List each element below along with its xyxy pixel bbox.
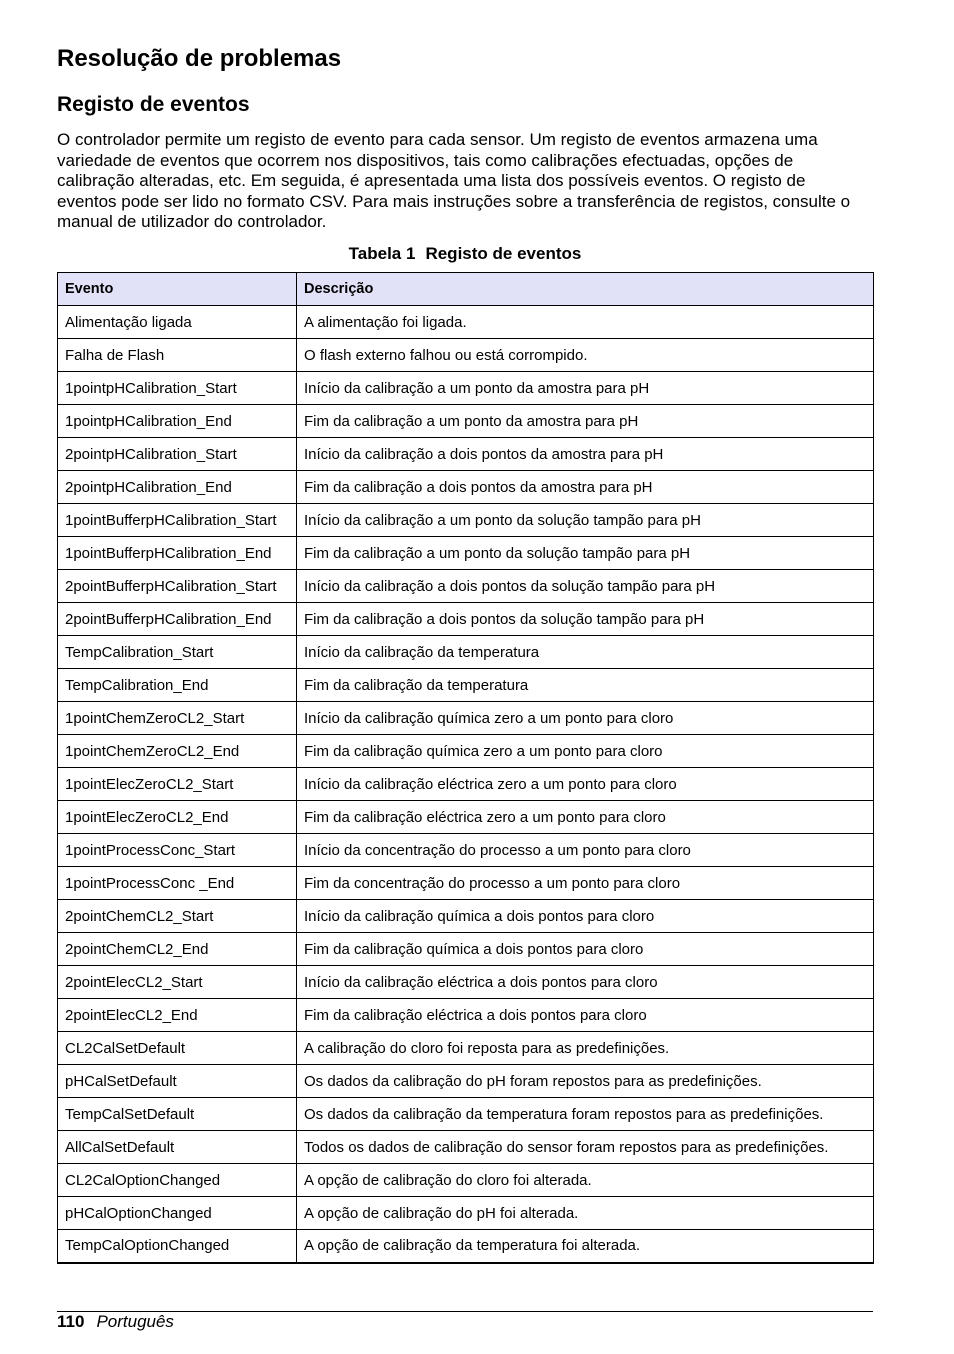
event-cell: 1pointChemZeroCL2_Start [58, 702, 297, 735]
event-cell: CL2CalSetDefault [58, 1032, 297, 1065]
table-row [58, 603, 874, 636]
intro-paragraph: O controlador permite um registo de evento para cada sensor. Um registo de eventos armazena uma variedade de eventos que ocorrem nos dispositivos, tais como calibrações efectuadas, opções de calibração alteradas, etc. Em seguida, é apresentada uma lista dos possíveis eventos. O registo de eventos pode ser lido no formato CSV. Para mais instruções sobre a transferência de registos, consulte o manual de utilizador do controlador. [57, 130, 851, 231]
description-cell: Fim da calibração a dois pontos da solução tampão para pH [297, 603, 874, 636]
event-cell: 1pointBufferpHCalibration_Start [58, 504, 297, 537]
event-cell: 1pointpHCalibration_Start [58, 372, 297, 405]
table-row [58, 966, 874, 999]
event-cell: 2pointChemCL2_End [58, 933, 297, 966]
table-row [58, 570, 874, 603]
event-cell: 1pointpHCalibration_End [58, 405, 297, 438]
description-cell: Início da calibração a um ponto da amostra para pH [297, 372, 874, 405]
table-row [58, 471, 874, 504]
events-table [57, 272, 874, 1264]
page-number: 110 [57, 1312, 85, 1331]
event-cell: TempCalibration_End [58, 669, 297, 702]
description-cell: Fim da calibração a um ponto da amostra para pH [297, 405, 874, 438]
table-row [58, 1164, 874, 1197]
description-cell: Início da calibração eléctrica a dois pontos para cloro [297, 966, 874, 999]
description-cell: A alimentação foi ligada. [297, 306, 874, 339]
table-row [58, 1197, 874, 1230]
table-row [58, 801, 874, 834]
description-cell: Fim da calibração a dois pontos da amostra para pH [297, 471, 874, 504]
event-cell: 2pointpHCalibration_Start [58, 438, 297, 471]
table-row [58, 669, 874, 702]
section-title: Registo de eventos [57, 93, 250, 116]
description-cell: Início da calibração química a dois pontos para cloro [297, 900, 874, 933]
description-cell: Os dados da calibração da temperatura foram repostos para as predefinições. [297, 1098, 874, 1131]
table-row [58, 702, 874, 735]
event-cell: 2pointElecCL2_End [58, 999, 297, 1032]
event-cell: TempCalSetDefault [58, 1098, 297, 1131]
description-cell: Início da calibração a dois pontos da solução tampão para pH [297, 570, 874, 603]
description-cell: Fim da calibração química a dois pontos para cloro [297, 933, 874, 966]
description-cell: Fim da calibração eléctrica zero a um ponto para cloro [297, 801, 874, 834]
event-cell: 1pointElecZeroCL2_Start [58, 768, 297, 801]
description-cell: Fim da calibração da temperatura [297, 669, 874, 702]
column-header-description: Descrição [297, 273, 874, 306]
description-cell: A calibração do cloro foi reposta para as predefinições. [297, 1032, 874, 1065]
event-cell: Falha de Flash [58, 339, 297, 372]
footer-divider [57, 1311, 873, 1312]
description-cell: Início da calibração eléctrica zero a um ponto para cloro [297, 768, 874, 801]
table-caption-label: Tabela 1 [348, 244, 416, 263]
table-caption-title: Registo de eventos [425, 244, 582, 263]
event-cell: 2pointChemCL2_Start [58, 900, 297, 933]
description-cell: Início da calibração da temperatura [297, 636, 874, 669]
page-footer [57, 1312, 174, 1332]
table-row [58, 339, 874, 372]
table-row [58, 1098, 874, 1131]
table-row [58, 999, 874, 1032]
event-cell: 1pointProcessConc_Start [58, 834, 297, 867]
event-cell: 2pointElecCL2_Start [58, 966, 297, 999]
table-caption [57, 243, 873, 265]
table-row [58, 1131, 874, 1164]
table-row [58, 636, 874, 669]
description-cell: Todos os dados de calibração do sensor foram repostos para as predefinições. [297, 1131, 874, 1164]
column-header-event: Evento [58, 273, 297, 306]
description-cell: Início da calibração a dois pontos da amostra para pH [297, 438, 874, 471]
description-cell: Fim da calibração química zero a um ponto para cloro [297, 735, 874, 768]
page-title: Resolução de problemas [57, 45, 342, 72]
table-row [58, 504, 874, 537]
table-row [58, 735, 874, 768]
event-cell: AllCalSetDefault [58, 1131, 297, 1164]
table-row [58, 768, 874, 801]
footer-language: Português [96, 1312, 174, 1331]
event-cell: 1pointElecZeroCL2_End [58, 801, 297, 834]
table-row [58, 867, 874, 900]
event-cell: 2pointpHCalibration_End [58, 471, 297, 504]
description-cell: Os dados da calibração do pH foram repostos para as predefinições. [297, 1065, 874, 1098]
event-cell: 2pointBufferpHCalibration_End [58, 603, 297, 636]
table-row [58, 405, 874, 438]
event-cell: 1pointChemZeroCL2_End [58, 735, 297, 768]
description-cell: A opção de calibração da temperatura foi alterada. [297, 1230, 874, 1263]
event-cell: TempCalibration_Start [58, 636, 297, 669]
table-row [58, 933, 874, 966]
table-row [58, 372, 874, 405]
event-cell: 1pointProcessConc _End [58, 867, 297, 900]
description-cell: Fim da concentração do processo a um ponto para cloro [297, 867, 874, 900]
table-row [58, 1065, 874, 1098]
event-cell: TempCalOptionChanged [58, 1230, 297, 1263]
table-row [58, 306, 874, 339]
description-cell: Início da calibração a um ponto da solução tampão para pH [297, 504, 874, 537]
description-cell: A opção de calibração do cloro foi alterada. [297, 1164, 874, 1197]
event-cell: pHCalOptionChanged [58, 1197, 297, 1230]
description-cell: Início da concentração do processo a um ponto para cloro [297, 834, 874, 867]
table-row [58, 834, 874, 867]
event-cell: 1pointBufferpHCalibration_End [58, 537, 297, 570]
table-header-row [58, 273, 874, 306]
table-row [58, 537, 874, 570]
description-cell: O flash externo falhou ou está corrompido. [297, 339, 874, 372]
table-body [58, 306, 874, 1263]
description-cell: Fim da calibração a um ponto da solução tampão para pH [297, 537, 874, 570]
table-row [58, 1230, 874, 1263]
event-cell: 2pointBufferpHCalibration_Start [58, 570, 297, 603]
table-row [58, 1032, 874, 1065]
description-cell: A opção de calibração do pH foi alterada. [297, 1197, 874, 1230]
table-row [58, 438, 874, 471]
description-cell: Fim da calibração eléctrica a dois pontos para cloro [297, 999, 874, 1032]
table-row [58, 900, 874, 933]
event-cell: pHCalSetDefault [58, 1065, 297, 1098]
description-cell: Início da calibração química zero a um ponto para cloro [297, 702, 874, 735]
event-cell: Alimentação ligada [58, 306, 297, 339]
event-cell: CL2CalOptionChanged [58, 1164, 297, 1197]
